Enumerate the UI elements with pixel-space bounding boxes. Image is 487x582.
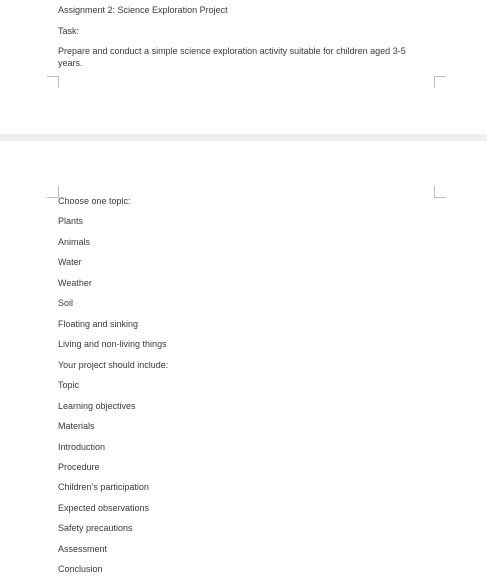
include-item-safety[interactable]: Safety precautions xyxy=(58,523,133,533)
include-item-participation[interactable]: Children’s participation xyxy=(58,482,149,492)
task-description[interactable]: Prepare and conduct a simple science exploration activity suitable for children aged 3-5 years. xyxy=(58,46,406,68)
include-item-introduction[interactable]: Introduction xyxy=(58,442,106,452)
task-label[interactable]: Task: xyxy=(58,26,80,36)
include-item-topic[interactable]: Topic xyxy=(58,380,80,390)
include-item-procedure[interactable]: Procedure xyxy=(58,462,100,472)
margin-corner-mark xyxy=(434,186,446,198)
topic-item-floating-sinking[interactable]: Floating and sinking xyxy=(58,319,139,329)
assignment-title[interactable]: Assignment 2: Science Exploration Project xyxy=(58,5,228,15)
include-item-assessment[interactable]: Assessment xyxy=(58,544,108,554)
topic-item-soil[interactable]: Soil xyxy=(58,298,74,308)
topic-intro[interactable]: Choose one topic: xyxy=(58,196,131,206)
document-page-1 xyxy=(0,0,487,134)
topic-item-weather[interactable]: Weather xyxy=(58,278,92,288)
margin-corner-mark xyxy=(434,76,446,88)
topic-item-animals[interactable]: Animals xyxy=(58,237,91,247)
topic-item-water[interactable]: Water xyxy=(58,257,82,267)
include-item-learning-objectives[interactable]: Learning objectives xyxy=(58,401,136,411)
topic-item-living-nonliving[interactable]: Living and non-living things xyxy=(58,339,167,349)
page-separator xyxy=(0,134,487,141)
include-item-conclusion[interactable]: Conclusion xyxy=(58,564,103,574)
include-item-materials[interactable]: Materials xyxy=(58,421,95,431)
include-intro[interactable]: Your project should include: xyxy=(58,360,169,370)
include-item-observations[interactable]: Expected observations xyxy=(58,503,150,513)
topic-item-plants[interactable]: Plants xyxy=(58,216,84,226)
margin-corner-mark xyxy=(47,76,59,88)
